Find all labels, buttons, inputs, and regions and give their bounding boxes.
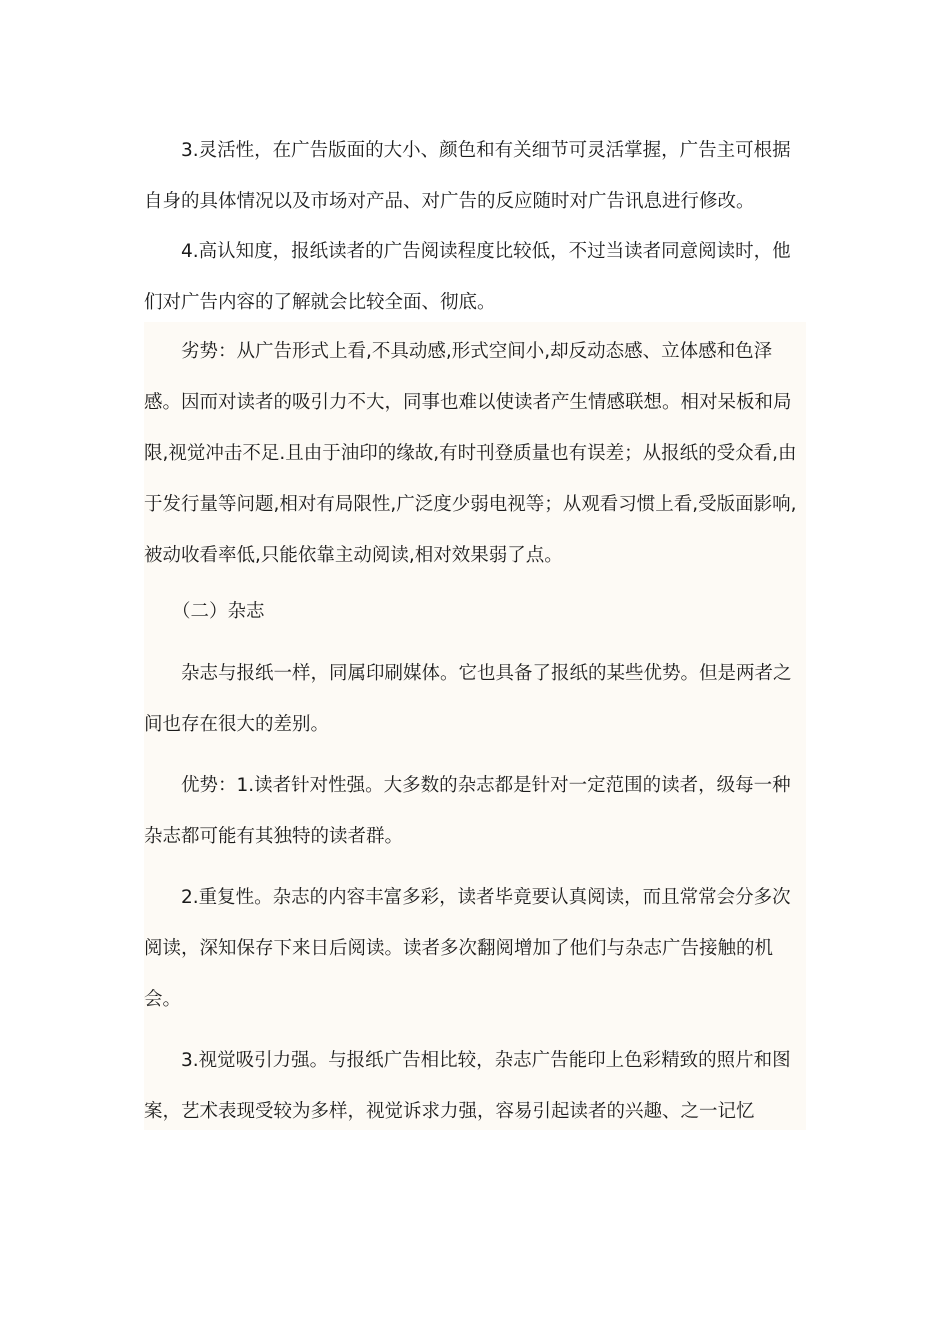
paragraph: 3.视觉吸引力强。与报纸广告相比较，杂志广告能印上色彩精致的照片和图案，艺术表现受较为多样，视觉诉求力强，容易引起读者的兴趣、之一记忆 [144, 1050, 791, 1122]
paragraph: 2.重复性。杂志的内容丰富多彩，读者毕竟要认真阅读，而且常常会分多次阅读，深知保存下来日后阅读。读者多次翻阅增加了他们与杂志广告接触的机会。 [144, 887, 791, 1010]
paragraph: 3.灵活性，在广告版面的大小、颜色和有关细节可灵活掌握，广告主可根据自身的具体情况以及市场对产品、对广告的反应随时对广告讯息进行修改。 [144, 140, 791, 212]
paragraph: 劣势：从广告形式上看,不具动感,形式空间小,却反动态感、立体感和色泽感。因而对读者的吸引力不大，同事也难以使读者产生情感联想。相对呆板和局限,视觉冲击不足.且由于油印的缘故,有时刊登质量也有误差；从报纸的受众看,由于发行量等问题,相对有局限性,广泛度少弱电视等；从观看习惯上看,受版面影响,被动收看率低,只能依靠主动阅读,相对效果弱了点。 [144, 341, 797, 566]
paragraph: 优势：1.读者针对性强。大多数的杂志都是针对一定范围的读者，级每一种杂志都可能有其独特的读者群。 [144, 775, 791, 847]
paragraph: 4.高认知度，报纸读者的广告阅读程度比较低，不过当读者同意阅读时，他们对广告内容的了解就会比较全面、彻底。 [144, 241, 791, 313]
paragraph: 杂志与报纸一样，同属印刷媒体。它也具备了报纸的某些优势。但是两者之间也存在很大的差别。 [144, 663, 792, 735]
section-heading: （二）杂志 [172, 601, 265, 622]
